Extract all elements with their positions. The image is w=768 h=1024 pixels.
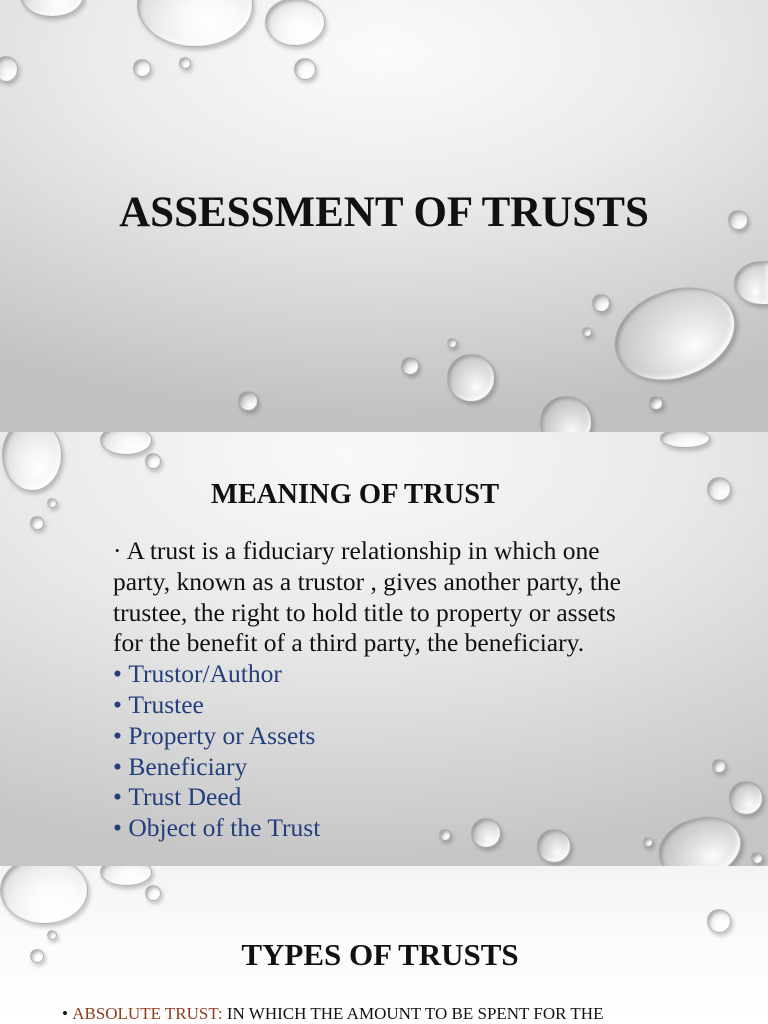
bullet-marker: • [62, 1004, 68, 1023]
type-item-absolute-trust [62, 1004, 662, 1024]
definition-line: party, known as a trustor , gives another party, the [113, 566, 621, 596]
slide-meaning-of-trust [0, 432, 768, 866]
list-item [113, 782, 673, 813]
water-droplet [145, 453, 161, 469]
water-droplet [712, 759, 726, 773]
list-item-label: Beneficiary [128, 751, 248, 781]
water-droplet [20, 0, 84, 17]
list-item [113, 721, 673, 752]
bullet-marker: • [113, 689, 122, 719]
water-droplet [447, 354, 495, 402]
water-droplet [540, 396, 592, 432]
bullet-marker: • [113, 720, 122, 750]
water-droplet [137, 0, 253, 47]
type-description: IN WHICH THE AMOUNT TO BE SPENT FOR THE [226, 1004, 604, 1023]
water-droplet [294, 58, 316, 80]
section-heading: MEANING OF TRUST [210, 479, 500, 510]
list-item-label: Trustor/Author [128, 659, 282, 689]
water-droplet [447, 338, 457, 348]
bullet-marker: • [113, 813, 122, 843]
list-item [113, 752, 673, 783]
meaning-body [113, 536, 673, 844]
water-droplet [0, 56, 18, 82]
water-droplet [602, 271, 749, 396]
bullet-marker: • [113, 782, 122, 812]
water-droplet [133, 59, 151, 77]
water-droplet [707, 477, 731, 501]
water-droplet [729, 781, 763, 815]
water-droplet [734, 261, 768, 305]
definition-line: trustee, the right to hold title to property or assets [113, 597, 616, 627]
definition-line: · A trust is a fiduciary relationship in which one [113, 536, 600, 565]
slide-types-of-trusts [0, 866, 768, 1024]
bullet-marker: • [113, 751, 122, 781]
water-droplet [265, 0, 325, 46]
water-droplet [100, 432, 152, 455]
list-item-label: Trust Deed [128, 782, 242, 812]
list-item [113, 813, 673, 844]
list-item [113, 659, 673, 690]
slide-title-page [0, 0, 768, 432]
section-heading: TYPES OF TRUSTS [241, 937, 519, 972]
list-item [113, 690, 673, 721]
definition-line: for the benefit of a third party, the beneficiary. [113, 628, 585, 658]
type-term: ABSOLUTE TRUST: [72, 1004, 223, 1023]
slide-title: ASSESSMENT OF TRUSTS [119, 189, 649, 236]
list-item-label: Property or Assets [128, 720, 316, 750]
water-droplet [30, 516, 44, 530]
water-droplet [582, 327, 592, 337]
water-droplet [401, 357, 419, 375]
water-droplet [751, 852, 763, 864]
water-droplet [592, 294, 610, 312]
list-item-label: Object of the Trust [128, 813, 321, 843]
water-droplet [660, 432, 710, 448]
water-droplet [179, 57, 191, 69]
water-droplet [649, 396, 663, 410]
bullet-marker: • [113, 659, 122, 689]
water-droplet [145, 885, 161, 901]
water-droplet [100, 866, 152, 886]
water-droplet [0, 866, 88, 924]
list-item-label: Trustee [128, 689, 204, 719]
water-droplet [238, 391, 258, 411]
water-droplet [707, 909, 731, 933]
